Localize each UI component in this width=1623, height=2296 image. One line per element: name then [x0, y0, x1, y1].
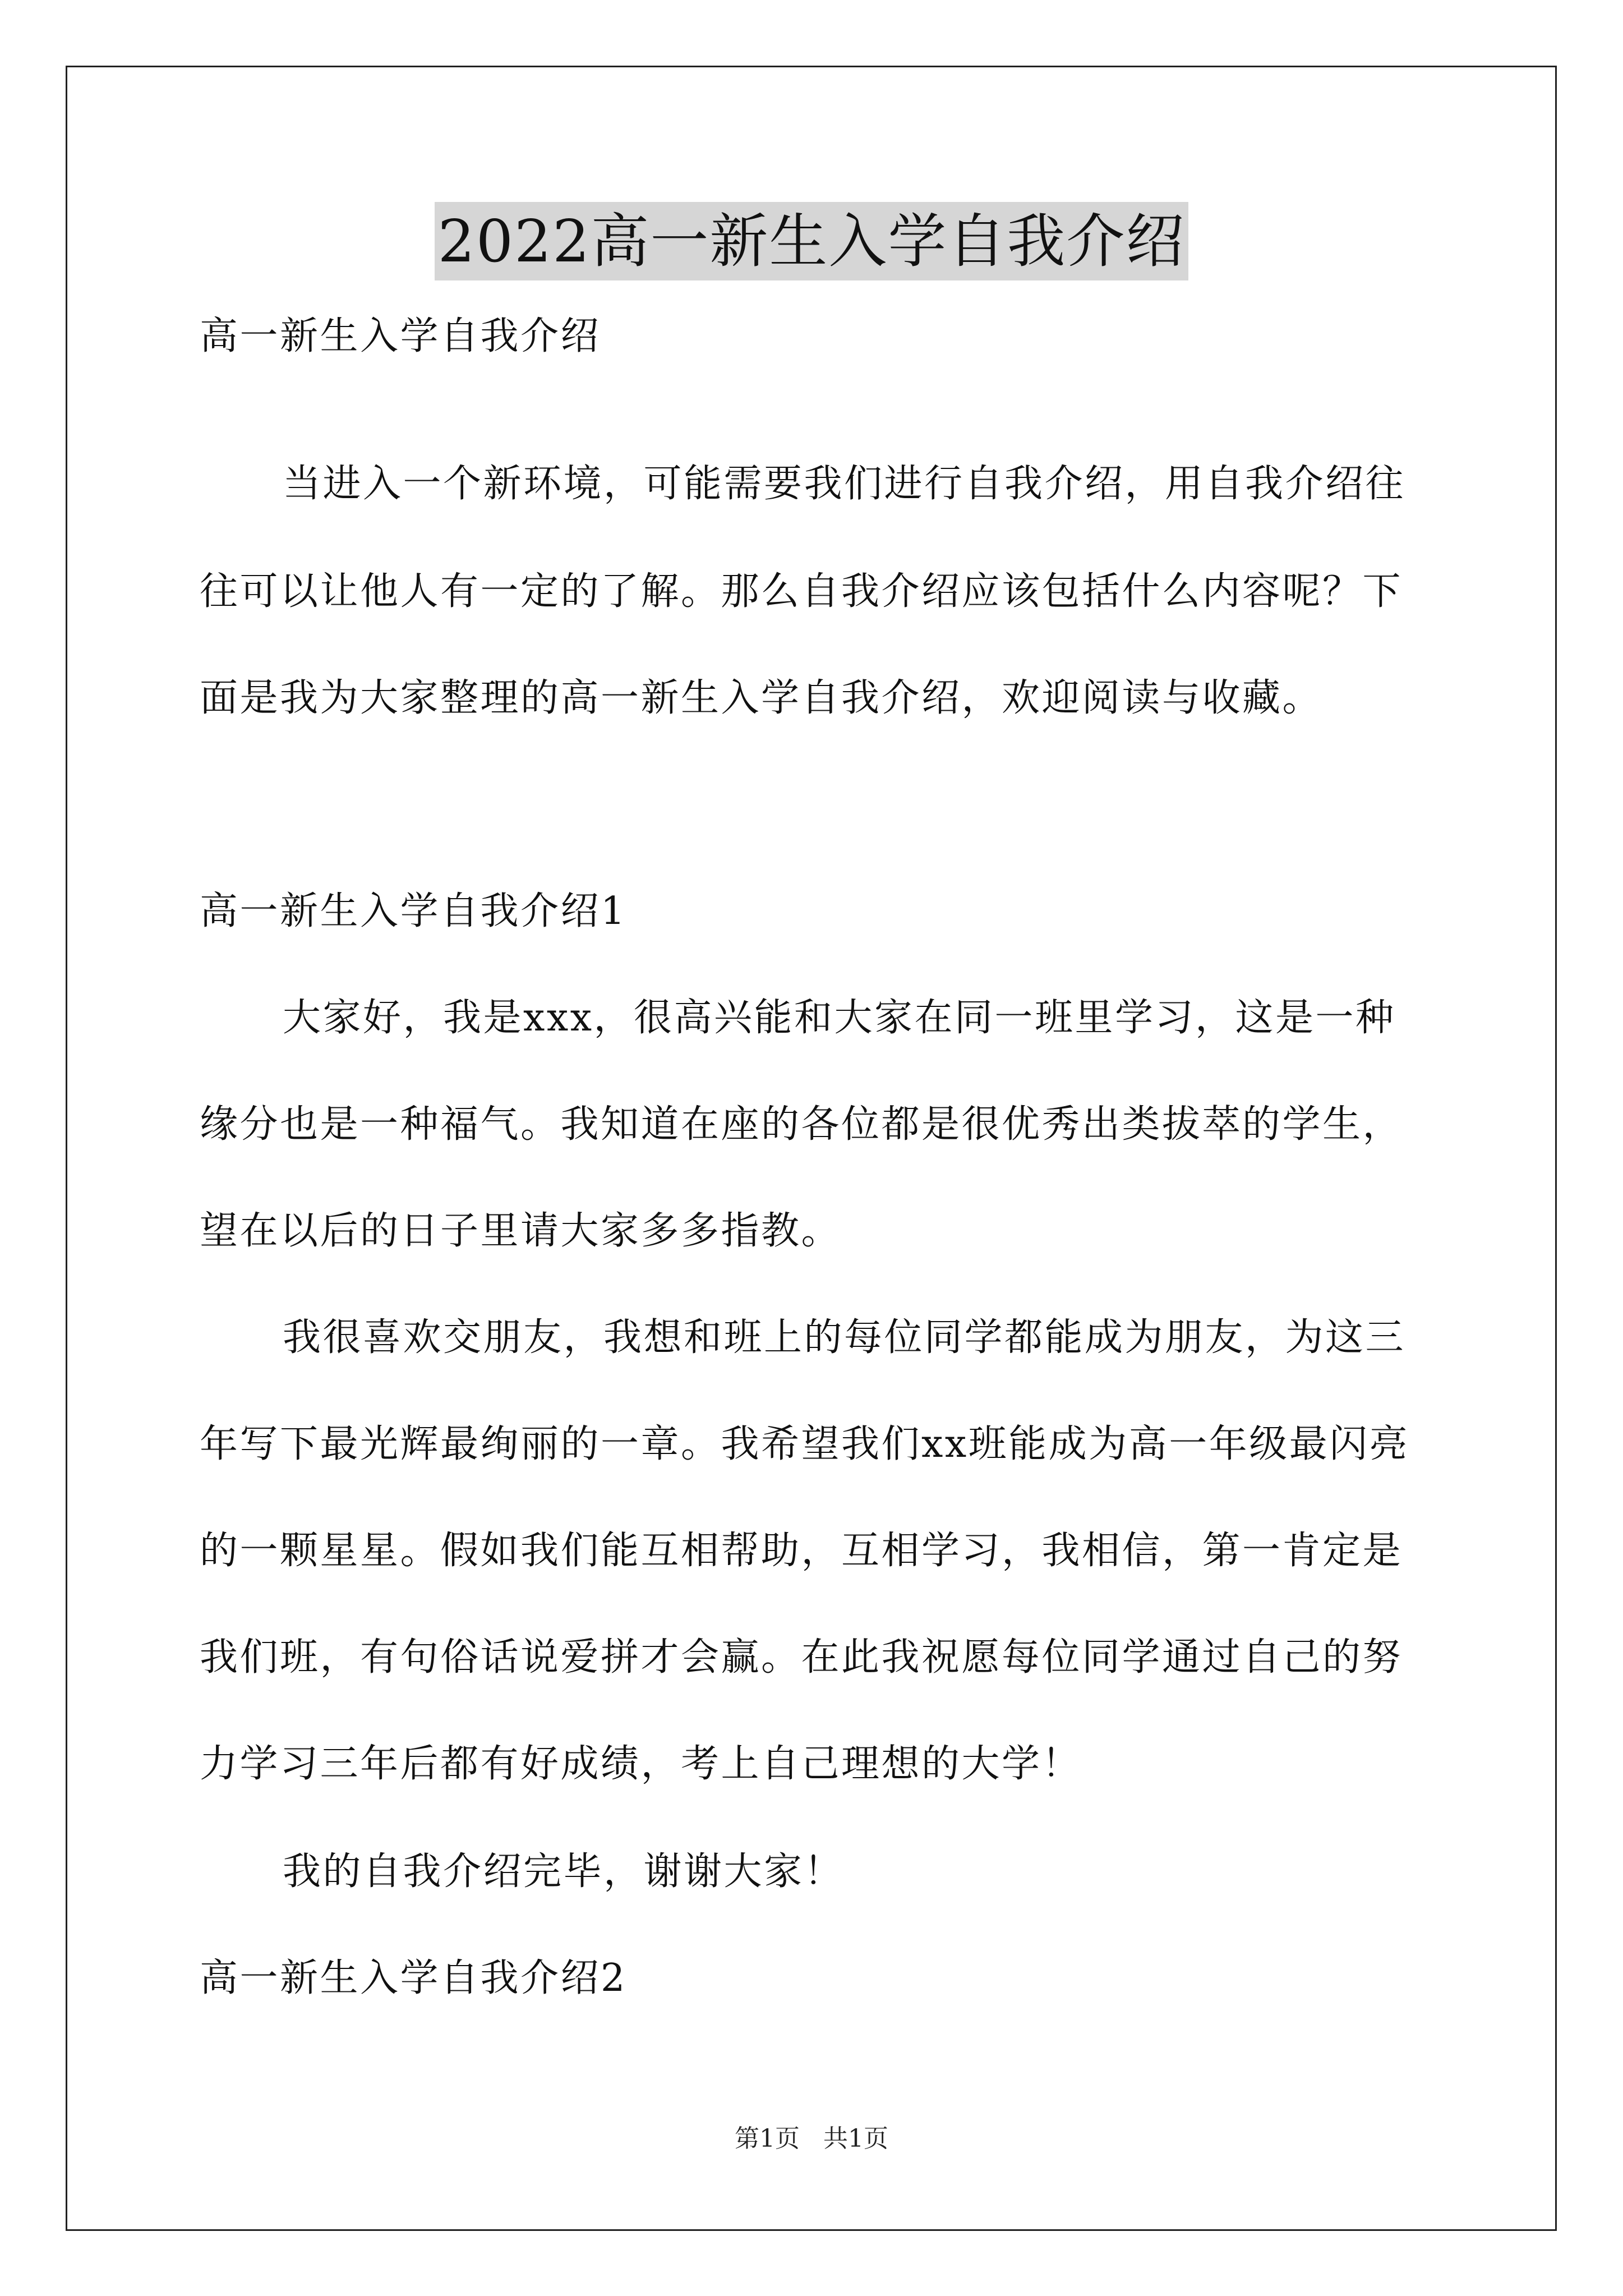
section1-para1-line-3: 望在以后的日子里请大家多多指教。: [200, 1209, 842, 1253]
page-number-current: 第1页: [735, 2124, 800, 2153]
section1-para2-line-3: 的一颗星星。假如我们能互相帮助，互相学习，我相信，第一肯定是: [200, 1529, 1403, 1573]
section1-para1-line-1: 大家好，我是xxx，很高兴能和大家在同一班里学习，这是一种: [283, 996, 1396, 1040]
section1-para2-line-2: 年写下最光辉最绚丽的一章。我希望我们xx班能成为高一年级最闪亮: [200, 1422, 1410, 1466]
intro-line-1: 当进入一个新环境，可能需要我们进行自我介绍，用自我介绍往: [283, 462, 1406, 506]
section1-para2-line-5: 力学习三年后都有好成绩，考上自己理想的大学！: [200, 1742, 1082, 1786]
intro-line-2: 往可以让他人有一定的了解。那么自我介绍应该包括什么内容呢？下: [200, 569, 1403, 614]
section1-para3: 我的自我介绍完毕，谢谢大家！: [283, 1849, 845, 1894]
page-number-total: 共1页: [823, 2124, 888, 2153]
section1-para1-line-2: 缘分也是一种福气。我知道在座的各位都是很优秀出类拔萃的学生，: [200, 1102, 1403, 1147]
section1-heading: 高一新生入学自我介绍1: [200, 889, 627, 933]
section1-para2-line-4: 我们班，有句俗话说爱拼才会赢。在此我祝愿每位同学通过自己的努: [200, 1635, 1403, 1680]
subtitle: 高一新生入学自我介绍: [200, 314, 601, 358]
section2-heading: 高一新生入学自我介绍2: [200, 1956, 627, 2000]
section1-para2-line-1: 我很喜欢交朋友，我想和班上的每位同学都能成为朋友，为这三: [283, 1315, 1406, 1360]
title-container: [0, 202, 1623, 280]
intro-line-3: 面是我为大家整理的高一新生入学自我介绍，欢迎阅读与收藏。: [200, 676, 1323, 720]
document-title: 2022高一新生入学自我介绍: [435, 202, 1189, 280]
page-footer: [0, 2122, 1623, 2156]
